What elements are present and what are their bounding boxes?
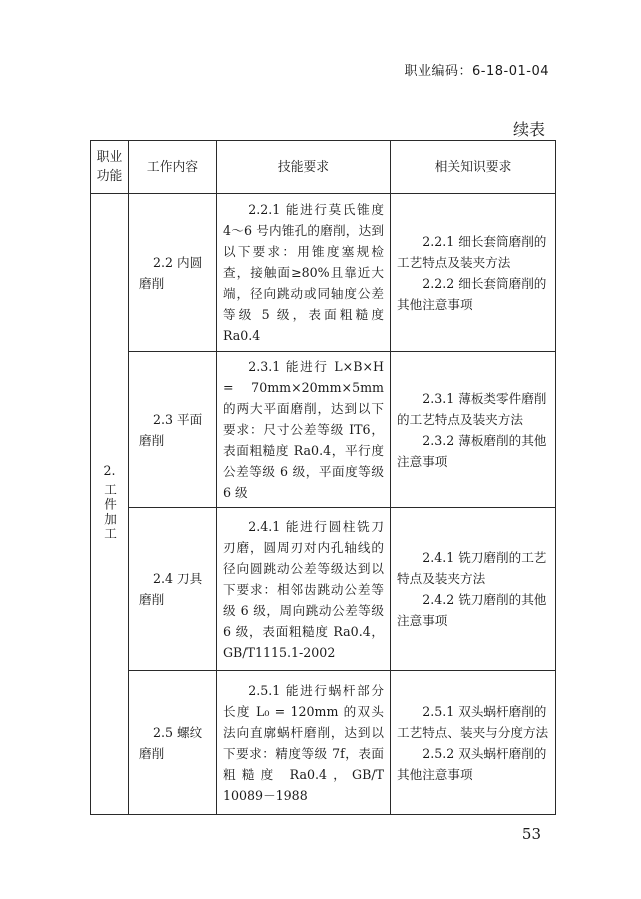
knowledge-item: 2.3.2 薄板磨削的其他注意事项: [397, 432, 547, 469]
work-content-name: 磨削: [139, 432, 165, 448]
function-cell: [91, 194, 129, 815]
continued-label: 续表: [512, 120, 545, 139]
header-function: 职业功能: [91, 141, 129, 194]
header-work-content: 工作内容: [129, 141, 217, 194]
knowledge-item: 2.3.1 薄板类零件磨削的工艺特点及装夹方法: [397, 390, 547, 427]
knowledge-item: 2.5.2 双头蜗杆磨削的其他注意事项: [397, 745, 547, 782]
header-skill-requirements: 技能要求: [217, 141, 391, 194]
skill-text: 2.4.1 能进行圆柱铣刀刃磨，圆周刃对内孔轴线的径向圆跳动公差等级达到以下要求：相邻齿跳动公差等级 6 级，周向跳动公差等级 6 级，表面粗糙度 Ra0.4，GB/T1115.1-2002: [223, 518, 384, 660]
skill-text: 2.5.1 能进行蜗杆部分长度 L₀ = 120mm 的双头法向直廓蜗杆磨削，达到以下要求：精度等级 7f，表面粗糙度 Ra0.4，GB/T 10089－1988: [223, 682, 384, 803]
function-number: 2.: [103, 463, 116, 479]
work-content-cell: [129, 671, 217, 815]
knowledge-item: 2.5.1 双头蜗杆磨削的工艺特点、装夹与分度方法: [397, 703, 549, 740]
knowledge-item: 2.2.2 细长套筒磨削的其他注意事项: [397, 275, 547, 312]
work-content-name: 磨削: [139, 592, 165, 607]
work-content-number: 2.2 内圆: [153, 254, 203, 270]
knowledge-item: 2.2.1 细长套筒磨削的工艺特点及装夹方法: [397, 233, 547, 270]
work-content-number: 2.4 刀具: [153, 571, 203, 586]
occupation-code: 职业编码：6-18-01-04: [404, 64, 549, 79]
skill-text: 2.2.1 能进行莫氏锥度 4～6 号内锥孔的磨削，达到以下要求：用锥度塞规检查，接触面≥80%且靠近大端，径向跳动或同轴度公差等级 5 级，表面粗糙度 Ra0.4: [223, 202, 384, 343]
table-row: [91, 671, 556, 815]
work-content-cell: [129, 352, 217, 508]
work-content-number: 2.3 平面: [153, 411, 203, 427]
header-knowledge-requirements: 相关知识要求: [391, 141, 556, 194]
work-content-cell: [129, 508, 217, 671]
knowledge-cell: [391, 194, 556, 352]
knowledge-cell: [391, 508, 556, 671]
function-name: 工件加工: [102, 483, 117, 542]
skill-cell: [217, 671, 391, 815]
table-row: [91, 194, 556, 352]
table-row: [91, 508, 556, 671]
skill-text: 2.3.1 能进行 L×B×H = 70mm×20mm×5mm 的两大平面磨削，达到以下要求：尺寸公差等级 IT6，表面粗糙度 Ra0.4，平行度公差等级 6 级，平面度等级 6 级: [223, 359, 384, 500]
skill-cell: [217, 194, 391, 352]
knowledge-cell: [391, 671, 556, 815]
skills-table: [90, 140, 556, 815]
skill-cell: [217, 508, 391, 671]
knowledge-item: 2.4.1 铣刀磨削的工艺特点及装夹方法: [397, 550, 547, 586]
work-content-name: 磨削: [139, 745, 165, 761]
table-header-row: [91, 141, 556, 194]
work-content-name: 磨削: [139, 275, 165, 291]
work-content-cell: [129, 194, 217, 352]
page-number: 53: [521, 825, 541, 843]
knowledge-cell: [391, 352, 556, 508]
work-content-number: 2.5 螺纹: [153, 724, 203, 740]
table-row: [91, 352, 556, 508]
knowledge-item: 2.4.2 铣刀磨削的其他注意事项: [397, 592, 547, 628]
skill-cell: [217, 352, 391, 508]
